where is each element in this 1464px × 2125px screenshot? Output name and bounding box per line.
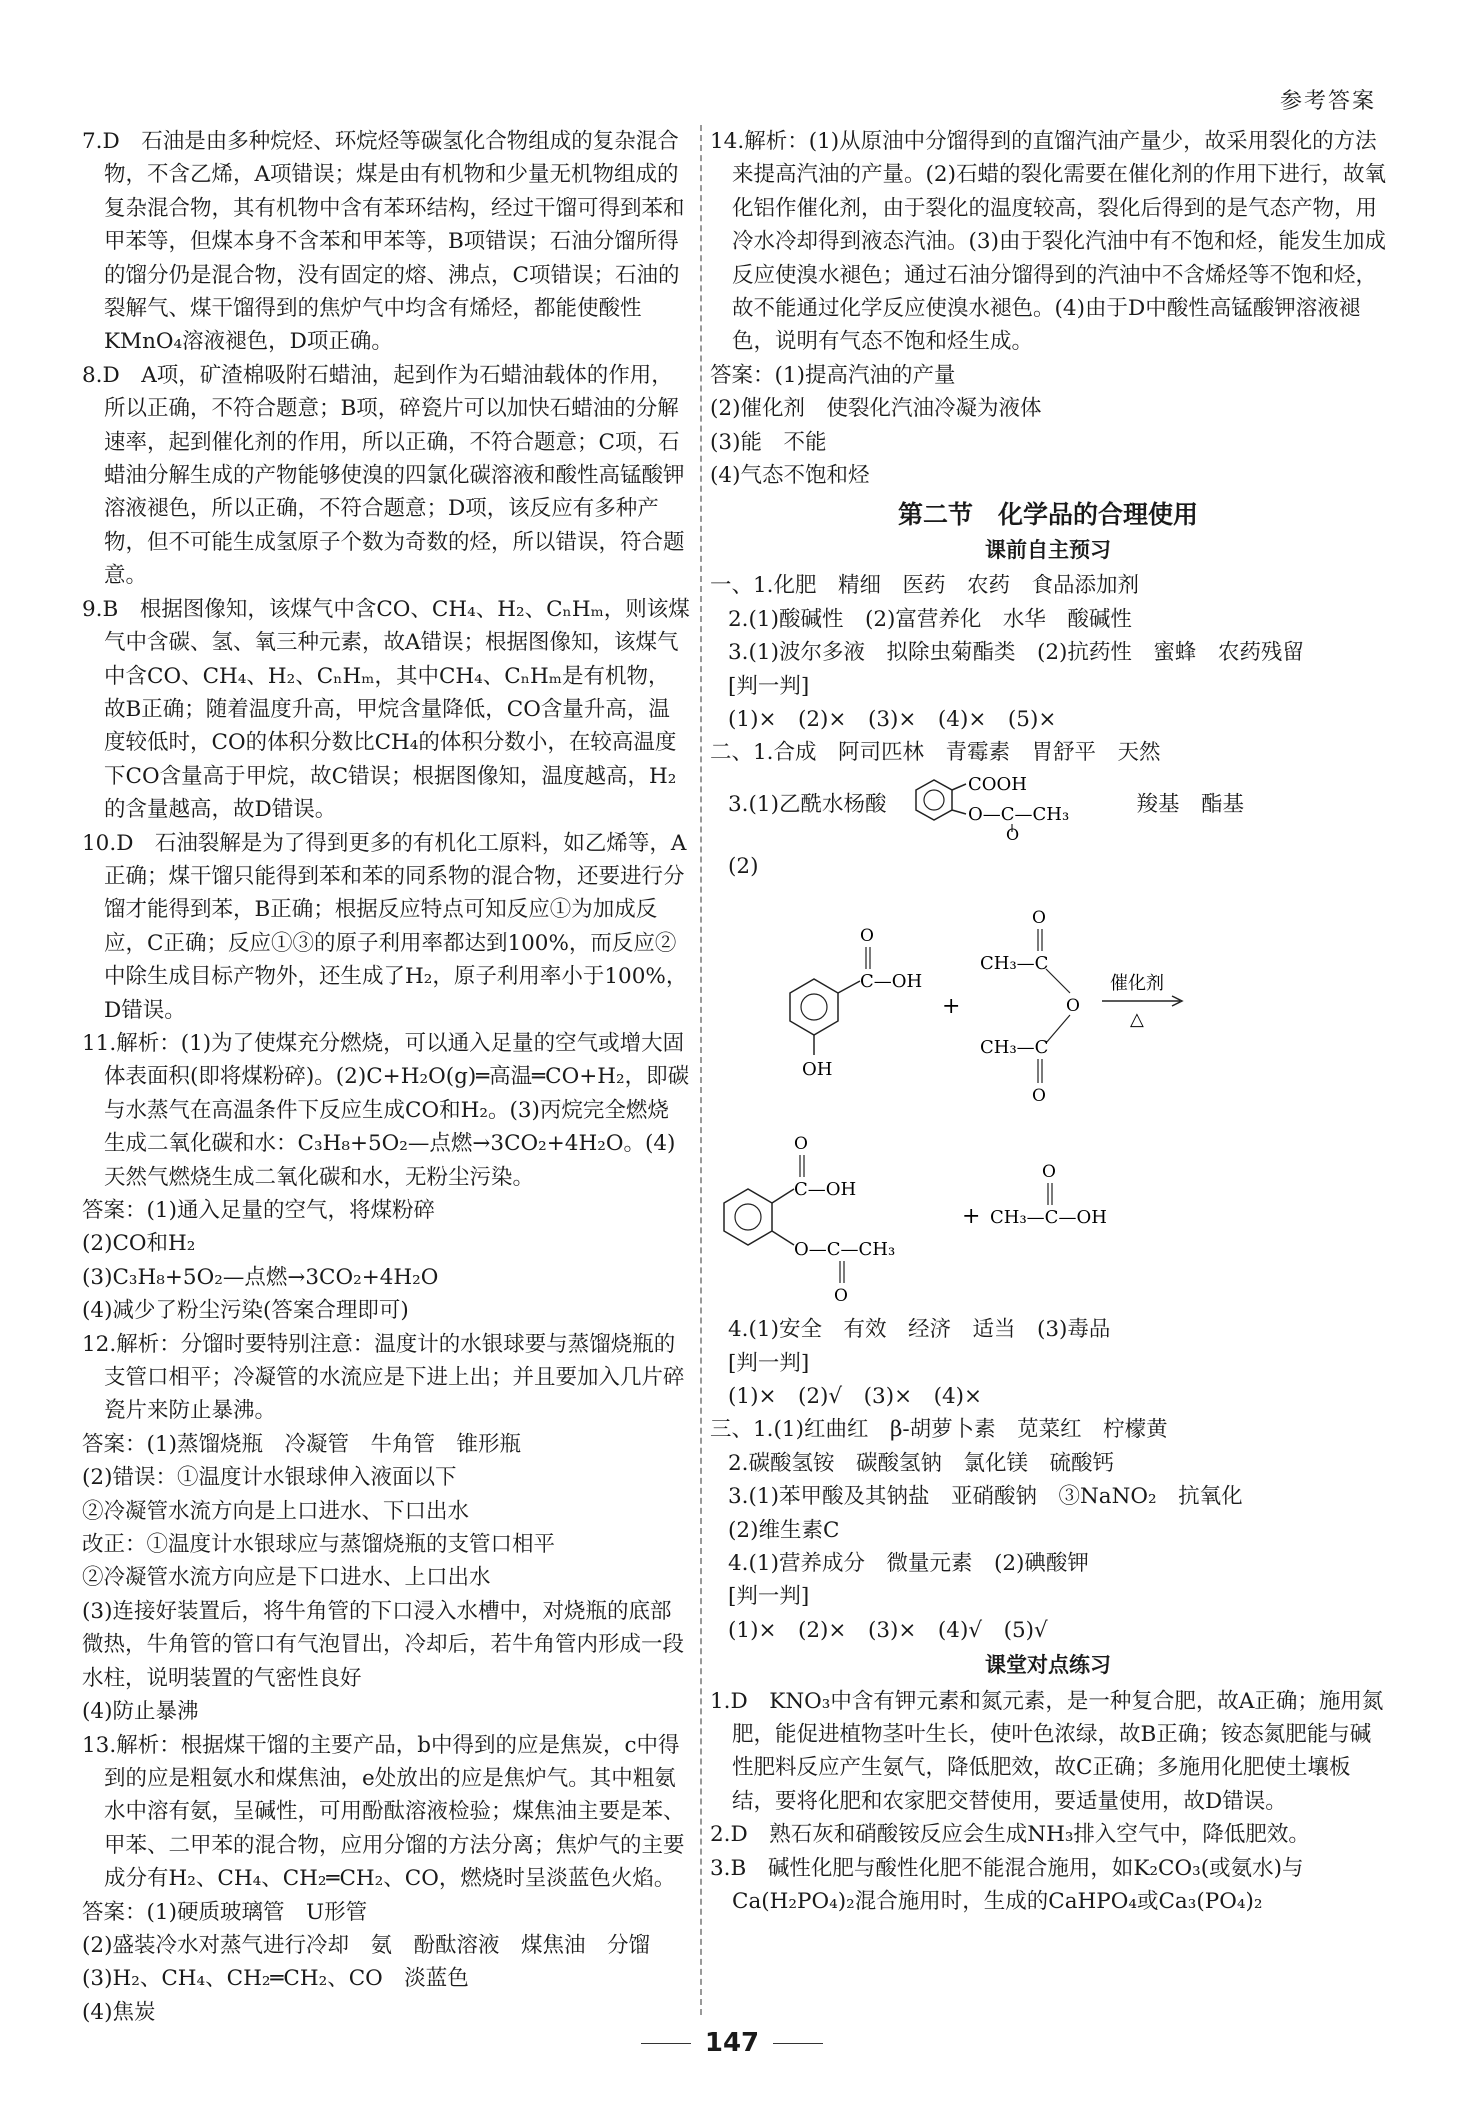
anhydride-o1: O <box>1032 908 1046 929</box>
ester-o-text: O <box>1006 824 1020 840</box>
preview-item: 一、1.化肥 精细 医药 农药 食品添加剂 <box>710 573 1140 599</box>
answer-paragraph: (2)催化剂 使裂化汽油冷凝为液体 <box>710 396 1042 422</box>
answer-paragraph: 答案：(1)通入足量的空气，将煤粉碎 <box>82 1198 435 1223</box>
preview-item: 三、1.(1)红曲红 β-胡萝卜素 苋菜红 柠檬黄 <box>710 1417 1168 1443</box>
left-column <box>82 125 690 2029</box>
page-header: 参考答案 <box>1279 89 1376 114</box>
preview-heading: 课前自主预习 <box>985 537 1111 562</box>
answer-paragraph: (3)C₃H₈+5O₂—点燃→3CO₂+4H₂O <box>82 1264 439 1290</box>
answer-paragraph: 8.D A项，矿渣棉吸附石蜡油，起到作为石蜡油载体的作用，所以正确，不符合题意；B项，碎瓷片可以加快石蜡油的分解速率，起到催化剂的作用，所以正确，不符合题意；C项，石蜡油分解生成的产物能够使溴的四氯化碳溶液和酸性高锰酸钾溶液褪色，所以正确，不符合题意；D项，该反应有多种产物，但不可能生成氢原子个数为奇数的烃，所以错误，符合题意。 <box>82 362 685 589</box>
preview-item: 4.(1)营养成分 微量元素 (2)碘酸钾 <box>728 1550 1089 1576</box>
preview-item: [判一判] <box>728 1350 810 1376</box>
plus-2: + <box>962 1204 981 1230</box>
preview-item: (2)维生素C <box>728 1517 840 1543</box>
preview-item: [判一判] <box>728 1584 810 1610</box>
practice-item: 3.B 碱性化肥与酸性化肥不能混合施用，如K₂CO₃(或氨水)与Ca(H₂PO₄)₂混合施用时，生成的CaHPO₄或Ca₃(PO₄)₂ <box>710 1855 1304 1915</box>
answer-paragraph: (3)连接好装置后，将牛角管的下口浸入水槽中，对烧瓶的底部微热，牛角管的管口有气泡冒出，冷却后，若牛角管内形成一段水柱，说明装置的气密性良好 <box>82 1598 685 1691</box>
acetic-acid: CH₃—C—OH <box>990 1207 1107 1229</box>
answer-paragraph: (3)H₂、CH₄、CH₂═CH₂、CO 淡蓝色 <box>82 1966 469 1992</box>
answer-paragraph: (4)气态不饱和烃 <box>710 463 870 489</box>
ester-text: O—C—CH₃ <box>968 803 1070 825</box>
anhydride-o2: O <box>1032 1086 1046 1107</box>
aspirin-label: 3.(1)乙酰水杨酸 <box>728 792 887 818</box>
preview-item: 3.(1)波尔多液 拟除虫菊酯类 (2)抗药性 蜜蜂 农药残留 <box>728 640 1304 666</box>
acetic-o: O <box>1042 1162 1056 1183</box>
cooh-text: COOH <box>968 773 1028 795</box>
practice-item: 2.D 熟石灰和硝酸铵反应会生成NH₃排入空气中，降低肥效。 <box>710 1822 1310 1848</box>
practice-heading: 课堂对点练习 <box>985 1653 1111 1678</box>
reaction-scheme <box>710 883 1350 1313</box>
preview-item: [判一判] <box>728 673 810 699</box>
answer-paragraph: 11.解析：(1)为了使煤充分燃烧，可以通入足量的空气或增大固体表面积(即将煤粉碎)。(2)C+H₂O(g)═高温═CO+H₂，即碳与水蒸气在高温条件下反应生成CO和H₂。(3)丙烷完全燃烧生成二氧化碳和水：C₃H₈+5O₂—点燃→3CO₂+4H₂O。(4)天然气燃烧生成二氧化碳和水，无粉尘污染。 <box>82 1030 690 1190</box>
product-c-oh: C—OH <box>794 1179 857 1201</box>
answer-paragraph: 10.D 石油裂解是为了得到更多的有机化工原料，如乙烯等，A正确；煤干馏只能得到苯和苯的同系物的混合物，还要进行分馏才能得到苯，B正确；根据反应特点可知反应①为加成反应，C正确；反应①③的原子利用率都达到100%，而反应②中除生成目标产物外，还生成了H₂，原子利用率小于100%，D错误。 <box>82 830 688 1023</box>
answer-paragraph: 改正：①温度计水银球应与蒸馏烧瓶的支管口相平 <box>82 1532 556 1558</box>
section-title: 第二节 化学品的合理使用 <box>897 500 1198 530</box>
answer-paragraph: 答案：(1)提高汽油的产量 <box>710 362 956 388</box>
preview-item: (1)× (2)× (3)× (4)× (5)× <box>728 706 1057 732</box>
reaction-label: (2) <box>728 853 759 879</box>
answer-paragraph: 9.B 根据图像知，该煤气中含CO、CH₄、H₂、CₙHₘ，则该煤气中含碳、氢、氧三种元素，故A错误；根据图像知，该煤气中含CO、CH₄、H₂、CₙHₘ，其中CH₄、CₙHₘ是有机物，故B正确；随着温度升高，甲烷含量降低，CO含量升高，温度较低时，CO的体积分数比CH₄的体积分数小，在较高温度下CO含量高于甲烷，故C错误；根据图像知，温度越高，H₂的含量越高，故D错误。 <box>82 596 690 823</box>
plus-1: + <box>942 994 961 1020</box>
anhydride-top: CH₃—C <box>980 953 1049 975</box>
page-number: 147 <box>704 2028 760 2058</box>
preview-item: (1)× (2)× (3)× (4)√ (5)√ <box>728 1617 1048 1643</box>
preview-item: 2.(1)酸碱性 (2)富营养化 水华 酸碱性 <box>728 606 1132 632</box>
right-column <box>710 125 1386 1918</box>
heat-text: △ <box>1130 1009 1144 1031</box>
aspirin-line <box>710 770 1386 840</box>
answer-paragraph: ②冷凝管水流方向应是下口进水、上口出水 <box>82 1565 491 1591</box>
column-divider <box>700 125 702 2015</box>
answer-paragraph: (2)盛装冷水对蒸气进行冷却 氨 酚酞溶液 煤焦油 分馏 <box>82 1932 650 1958</box>
answer-paragraph: (2)CO和H₂ <box>82 1231 196 1257</box>
answer-paragraph: 答案：(1)硬质玻璃管 U形管 <box>82 1899 368 1925</box>
preview-item: 2.碳酸氢铵 碳酸氢钠 氯化镁 硫酸钙 <box>728 1450 1115 1476</box>
preview-item: 3.(1)苯甲酸及其钠盐 亚硝酸钠 ③NaNO₂ 抗氧化 <box>728 1484 1243 1510</box>
preview-item: (1)× (2)√ (3)× (4)× <box>728 1383 983 1409</box>
aspirin-groups: 羧基 酯基 <box>1136 792 1244 818</box>
catalyst-text: 催化剂 <box>1110 973 1164 995</box>
preview-item: 二、1.合成 阿司匹林 青霉素 胃舒平 天然 <box>710 740 1161 766</box>
answer-paragraph: 13.解析：根据煤干馏的主要产品，b中得到的应是焦炭，c中得到的应是粗氨水和煤焦油，e处放出的应是焦炉气。其中粗氨水中溶有氨，呈碱性，可用酚酞溶液检验；煤焦油主要是苯、甲苯、二甲苯的混合物，应用分馏的方法分离；焦炉气的主要成分有H₂、CH₄、CH₂═CH₂、CO，燃烧时呈淡蓝色火焰。 <box>82 1732 685 1892</box>
aspirin-structure <box>896 770 1106 840</box>
product-o2: O <box>834 1286 848 1307</box>
salicylic-c-oh: C—OH <box>860 971 923 993</box>
product-ester: O—C—CH₃ <box>794 1239 896 1261</box>
answer-paragraph: (4)焦炭 <box>82 1999 156 2025</box>
product-o1: O <box>794 1134 808 1155</box>
answer-paragraph: 答案：(1)蒸馏烧瓶 冷凝管 牛角管 锥形瓶 <box>82 1431 521 1457</box>
anhydride-obridge: O <box>1066 996 1080 1017</box>
answer-paragraph: 12.解析：分馏时要特别注意：温度计的水银球要与蒸馏烧瓶的支管口相平；冷凝管的水流应是下进上出；并且要加入几片碎瓷片来防止暴沸。 <box>82 1331 685 1424</box>
practice-item: 1.D KNO₃中含有钾元素和氮元素，是一种复合肥，故A正确；施用氮肥，能促进植物茎叶生长，使叶色浓绿，故B正确；铵态氮肥能与碱性肥料反应产生氨气，降低肥效，故C正确；多施用化肥使土壤板结，要将化肥和农家肥交替使用，要适量使用，故D错误。 <box>710 1688 1384 1814</box>
answer-paragraph: 14.解析：(1)从原油中分馏得到的直馏汽油产量少，故采用裂化的方法来提高汽油的产量。(2)石蜡的裂化需要在催化剂的作用下进行，故氧化铝作催化剂，由于裂化的温度较高，裂化后得到的是气态产物，用冷水冷却得到液态汽油。(3)由于裂化汽油中有不饱和烃，能发生加成反应使溴水褪色；通过石油分馏得到的汽油中不含烯烃等不饱和烃，故不能通过化学反应使溴水褪色。(4)由于D中酸性高锰酸钾溶液褪色，说明有气态不饱和烃生成。 <box>710 129 1386 355</box>
anhydride-bottom: CH₃—C <box>980 1037 1049 1059</box>
answer-paragraph: ②冷凝管水流方向是上口进水、下口出水 <box>82 1498 470 1524</box>
answer-paragraph: 7.D 石油是由多种烷烃、环烷烃等碳氢化合物组成的复杂混合物，不含乙烯，A项错误；煤是由有机物和少量无机物组成的复杂混合物，其有机物中含有苯环结构，经过干馏可得到苯和甲苯等，但煤本身不含苯和甲苯等，B项错误；石油分馏所得的馏分仍是混合物，没有固定的熔、沸点，C项错误；石油的裂解气、煤干馏得到的焦炉气中均含有烯烃，都能使酸性KMnO₄溶液褪色，D项正确。 <box>82 129 685 355</box>
preview-item: 4.(1)安全 有效 经济 适当 (3)毒品 <box>728 1317 1111 1343</box>
salicylic-oh: OH <box>802 1059 833 1081</box>
page-footer <box>0 2028 1464 2058</box>
answer-paragraph: (4)防止暴沸 <box>82 1699 199 1725</box>
answer-paragraph: (4)减少了粉尘污染(答案合理即可) <box>82 1298 409 1324</box>
answer-paragraph: (3)能 不能 <box>710 429 827 455</box>
salicylic-o: O <box>860 926 874 947</box>
answer-paragraph: (2)错误：①温度计水银球伸入液面以下 <box>82 1465 457 1491</box>
